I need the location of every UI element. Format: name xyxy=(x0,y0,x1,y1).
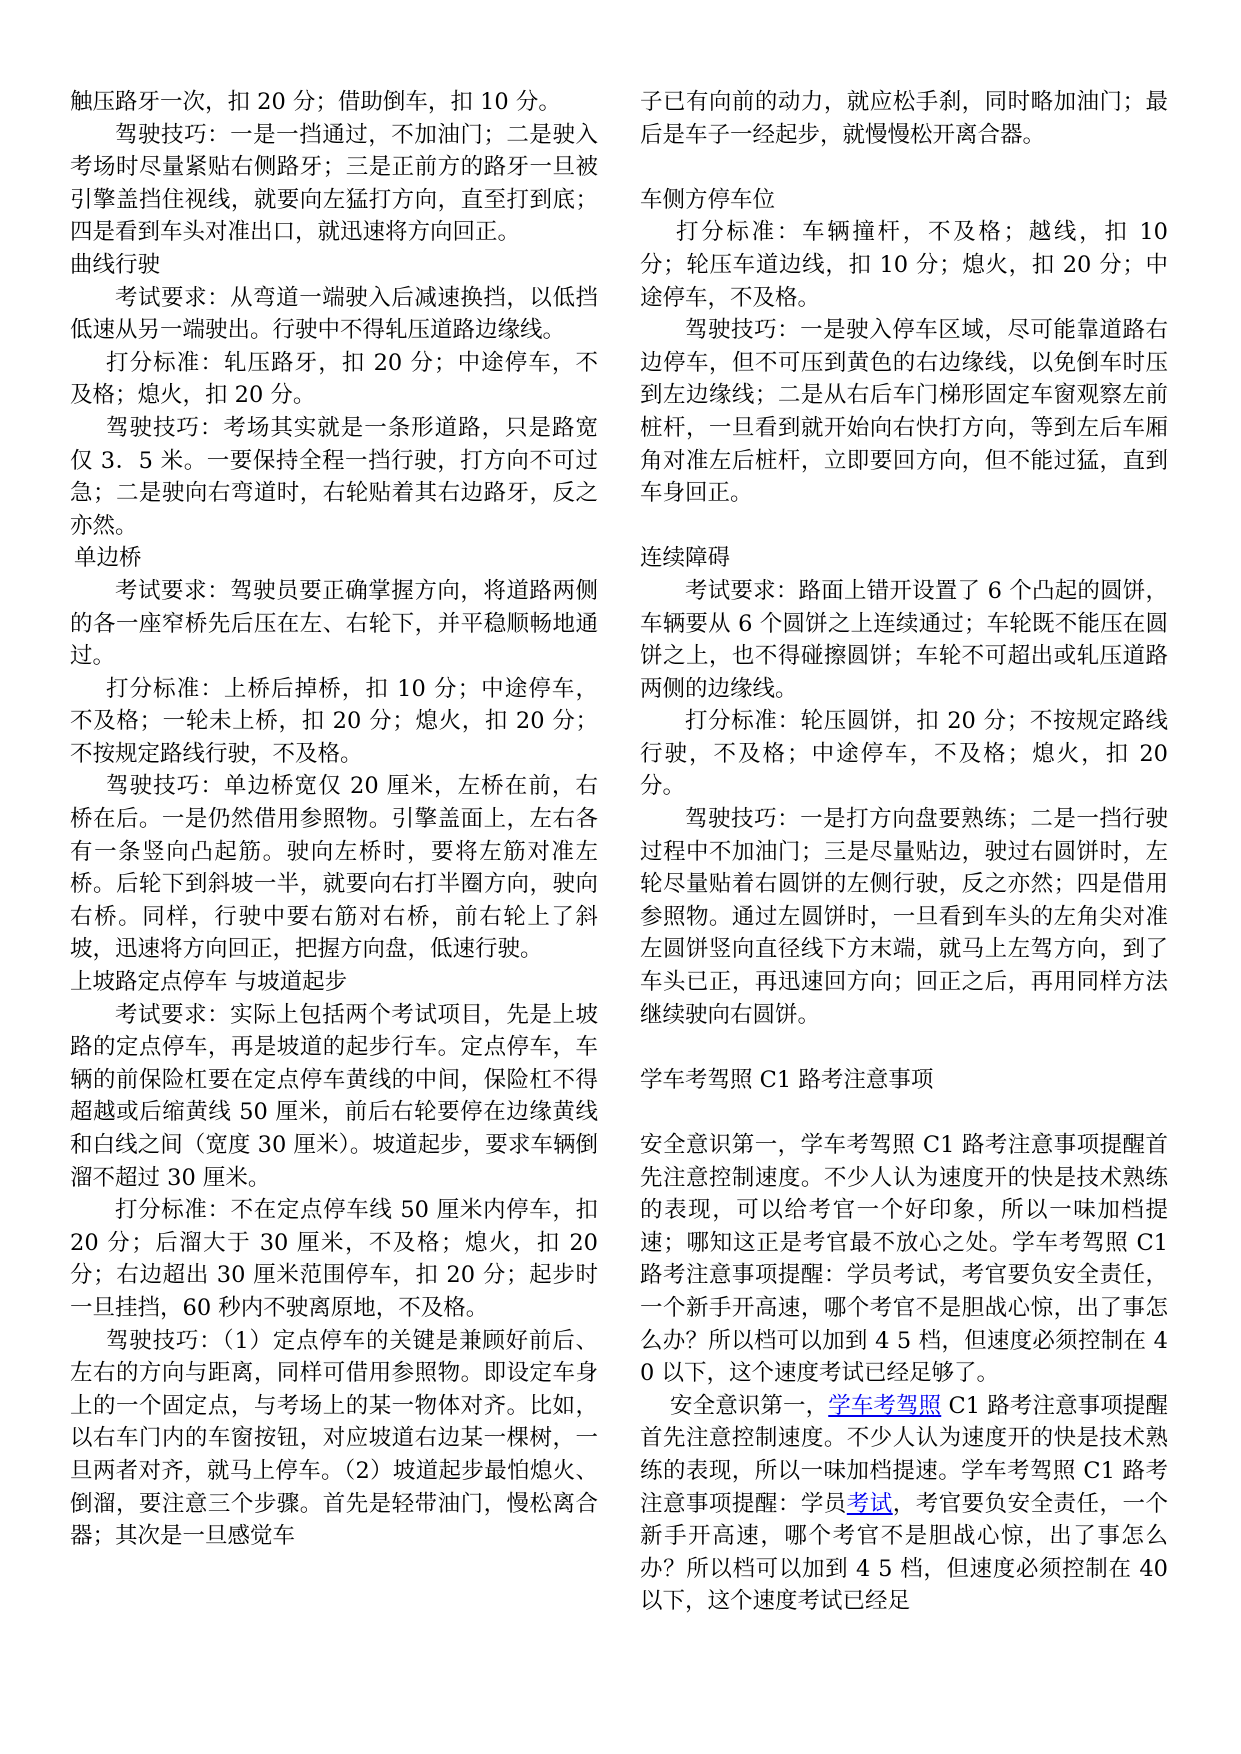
paragraph: 驾驶技巧：（1）定点停车的关键是兼顾好前后、左右的方向与距离，同样可借用参照物。即设定车身上的一个固定点，与考场上的某一物体对齐。比如，以右车门内的车窗按钮，对应坡道右边某一棵树，一旦两者对齐，就马上停车。（2）坡道起步最怕熄火、倒溜，要注意三个步骤。首先是轻带油门，慢松离合器；其次是一旦感觉车 xyxy=(70,1327,598,1550)
section-heading: 连续障碍 xyxy=(640,545,731,572)
paragraph: 打分标准：轧压路牙，扣 20 分；中途停车，不及格；熄火，扣 20 分。 xyxy=(70,349,598,409)
paragraph: 驾驶技巧：考场其实就是一条形道路，只是路宽仅 3．5 米。一要保持全程一挡行驶，打方向不可过急；二是驶向右弯道时，右轮贴着其右边路牙，反之亦然。 xyxy=(70,414,598,539)
text-run: ，考官要负安全责任，一个新手开高速，哪个考官不是胆战心惊，出了事怎么办？所以档可以加到 4 5 档，但速度必须控制在 40 以下，这个速度考试已经足 xyxy=(640,1490,1168,1615)
paragraph: 考试要求：实际上包括两个考试项目，先是上坡路的定点停车，再是坡道的起步行车。定点停车，车辆的前保险杠要在定点停车黄线的中间，保险杠不得超越或后缩黄线 50 厘米，前后右轮要停在边缘黄线和白线之间（宽度 30 厘米）。坡道起步，要求车辆倒溜不超过 30 厘米。 xyxy=(70,1001,598,1191)
paragraph: 考试要求：从弯道一端驶入后减速换挡，以低挡低速从另一端驶出。行驶中不得轧压道路边缘线。 xyxy=(70,284,598,344)
section-heading: 车侧方停车位 xyxy=(640,186,776,213)
paragraph: 安全意识第一，学车考驾照 C1 路考注意事项提醒首先注意控制速度。不少人认为速度开的快是技术熟练的表现，可以给考官一个好印象，所以一味加档提速；哪知这正是考官最不放心之处。学车考驾照 C1 路考注意事项提醒：学员考试，考官要负安全责任，一个新手开高速，哪个考官不是胆战心惊，出了事怎么办？所以档可以加到 4 5 档，但速度必须控制在 40 以下，这个速度考试已经足够了。 xyxy=(640,1132,1168,1387)
section-heading: 上坡路定点停车 与坡道起步 xyxy=(70,969,348,996)
spacer xyxy=(640,1096,1168,1129)
paragraph: 打分标准：不在定点停车线 50 厘米内停车，扣 20 分；后溜大于 30 厘米，不及格；熄火，扣 20 分；右边超出 30 厘米范围停车，扣 20 分；起步时一旦挂挡，60 秒内不驶离原地，不及格。 xyxy=(70,1197,598,1321)
paragraph: 打分标准：轮压圆饼，扣 20 分；不按规定路线行驶，不及格；中途停车，不及格；熄火，扣 20 分。 xyxy=(640,708,1168,800)
paragraph: 打分标准：上桥后掉桥，扣 10 分；中途停车，不及格；一轮未上桥，扣 20 分；熄火，扣 20 分；不按规定路线行驶，不及格。 xyxy=(70,675,598,767)
section-heading: 学车考驾照 C1 路考注意事项 xyxy=(640,1066,934,1093)
paragraph: 驾驶技巧：单边桥宽仅 20 厘米，左桥在前，右桥在后。一是仍然借用参照物。引擎盖面上，左右各有一条竖向凸起筋。驶向左桥时，要将左筋对准左桥。后轮下到斜坡一半，就要向右打半圈方向，驶向右桥。同样，行驶中要右筋对右桥，前右轮上了斜坡，迅速将方向回正，把握方向盘，低速行驶。 xyxy=(70,773,598,963)
left-column xyxy=(70,86,598,1553)
paragraph: 考试要求：路面上错开设置了 6 个凸起的圆饼，车辆要从 6 个圆饼之上连续通过；车轮既不能压在圆饼之上，也不得碰擦圆饼；车轮不可超出或轧压道路两侧的边缘线。 xyxy=(640,577,1168,702)
spacer xyxy=(640,151,1168,184)
paragraph: 打分标准：车辆撞杆，不及格；越线，扣 10 分；轮压车道边线，扣 10 分；熄火，扣 20 分；中途停车，不及格。 xyxy=(640,219,1168,311)
link-learn-drive-license[interactable]: 学车考驾照 xyxy=(828,1392,942,1419)
text-run: C1 路考注意事项提醒首先注意控制速度。不少人认为速度开的快是技术熟练的表现，所以一味加档提速。学车考驾照 C1 路考注意事项提醒：学员 xyxy=(640,1392,1168,1517)
paragraph-with-links xyxy=(640,1390,1168,1618)
paragraph: 触压路牙一次，扣 20 分；借助倒车，扣 10 分。 xyxy=(70,89,561,115)
section-heading: 单边桥 xyxy=(74,545,142,572)
text-run: 安全意识第一， xyxy=(670,1392,829,1419)
paragraph: 子已有向前的动力，就应松手刹，同时略加油门；最后是车子一经起步，就慢慢松开离合器。 xyxy=(640,89,1168,148)
paragraph: 驾驶技巧：一是一挡通过，不加油门；二是驶入考场时尽量紧贴右侧路牙；三是正前方的路牙一旦被引擎盖挡住视线，就要向左猛打方向，直至打到底；四是看到车头对准出口，就迅速将方向回正。 xyxy=(70,121,598,246)
paragraph: 驾驶技巧：一是打方向盘要熟练；二是一挡行驶过程中不加油门；三是尽量贴边，驶过右圆饼时，左轮尽量贴着右圆饼的左侧行驶，反之亦然；四是借用参照物。通过左圆饼时，一旦看到车头的左角尖对准左圆饼竖向直径线下方末端，就马上左驾方向，到了车头已正，再迅速回方向；回正之后，再用同样方法继续驶向右圆饼。 xyxy=(640,806,1168,1028)
paragraph: 驾驶技巧：一是驶入停车区域，尽可能靠道路右边停车，但不可压到黄色的右边缘线，以免倒车时压到左边缘线；二是从右后车门梯形固定车窗观察左前桩杆，一旦看到就开始向右快打方向，等到左后车厢角对准左后桩杆，立即要回方向，但不能过猛，直到车身回正。 xyxy=(640,317,1168,507)
link-exam[interactable]: 考试 xyxy=(846,1490,893,1517)
right-column xyxy=(640,86,1168,1618)
section-heading: 曲线行驶 xyxy=(70,251,161,278)
paragraph: 考试要求：驾驶员要正确掌握方向，将道路两侧的各一座窄桥先后压在左、右轮下，并平稳顺畅地通过。 xyxy=(70,577,598,670)
spacer xyxy=(640,1031,1168,1064)
spacer xyxy=(640,510,1168,543)
